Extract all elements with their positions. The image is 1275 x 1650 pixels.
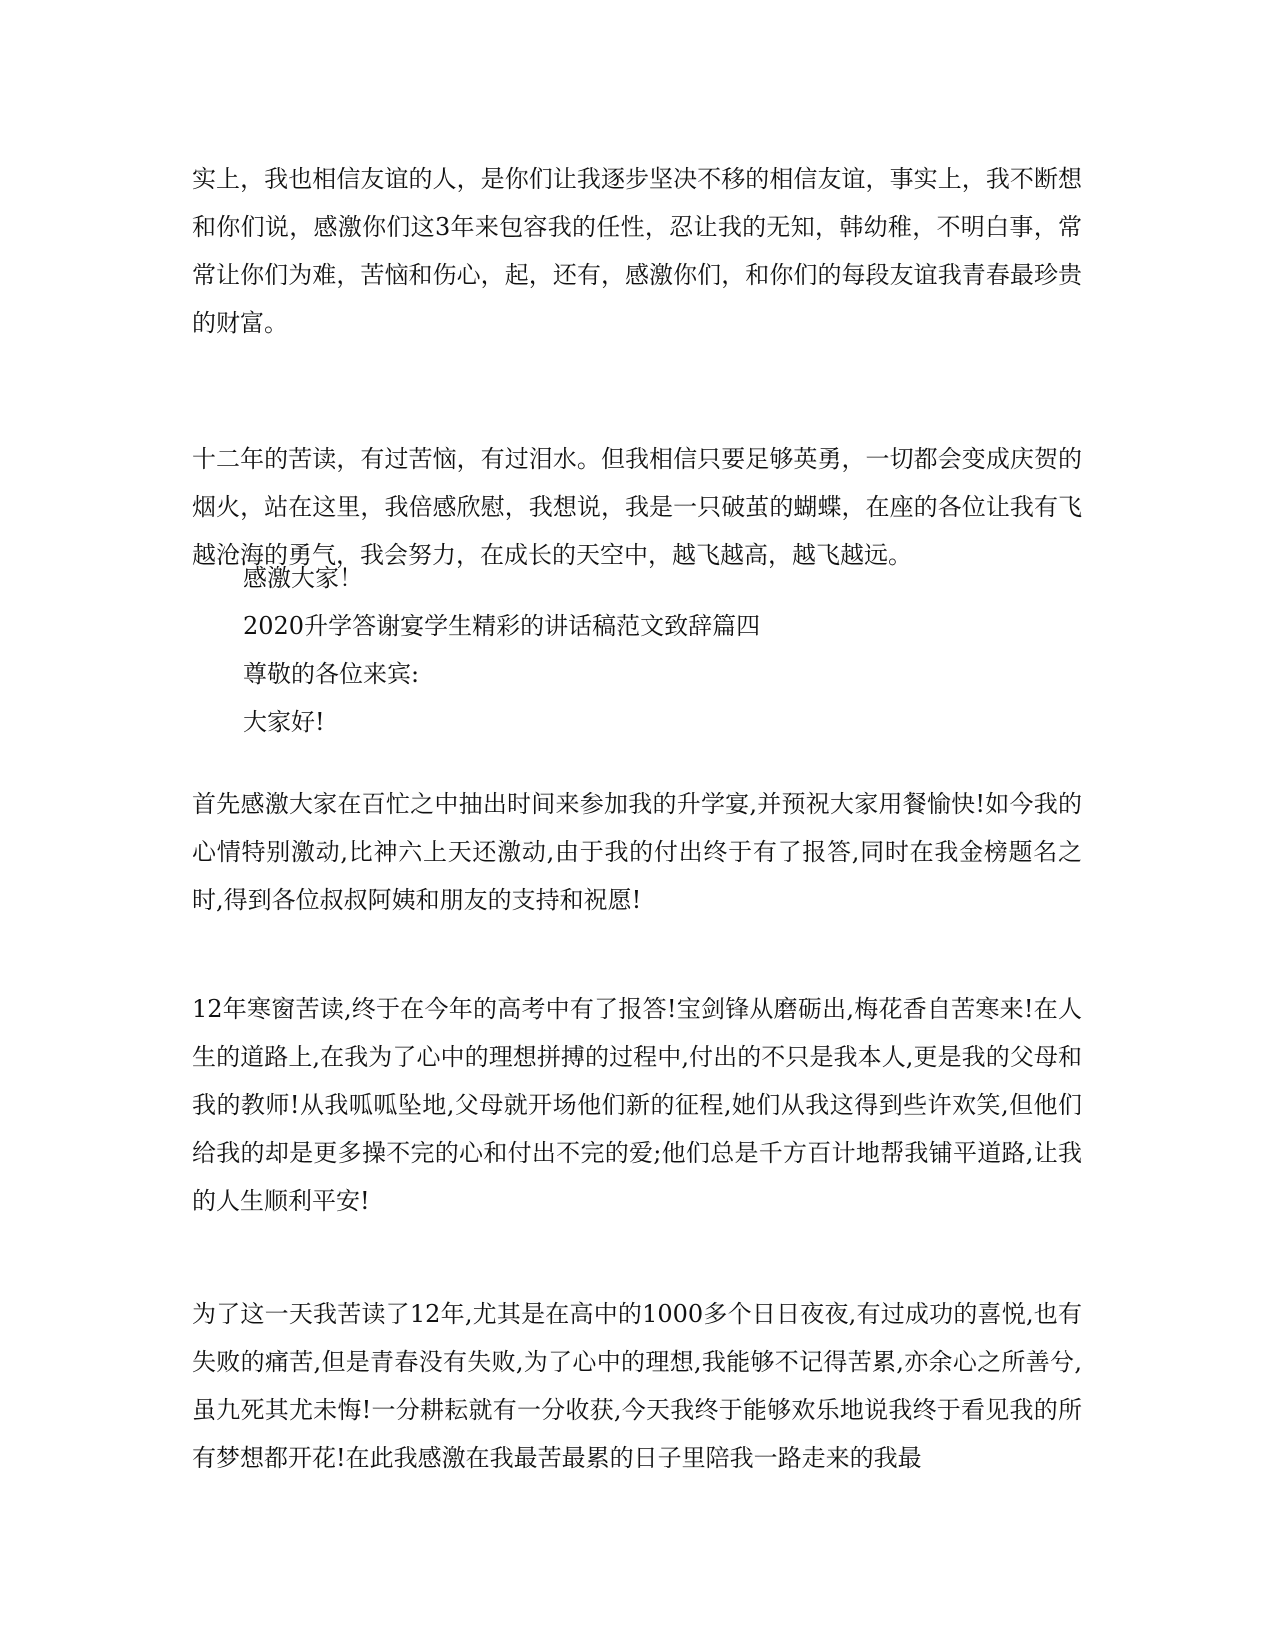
paragraph-dreams: 为了这一天我苦读了12年,尤其是在高中的1000多个日日夜夜,有过成功的喜悦,也有失败的痛苦,但是青春没有失败,为了心中的理想,我能够不记得苦累,亦余心之所善兮,虽九死其尤未悔!一分耕耘就有一分收获,今天我终于能够欢乐地说我终于看见我的所有梦想都开花!在此我感激在我最苦最累的日子里陪我一路走来的我最 bbox=[192, 1300, 1082, 1472]
thanks-line: 感激大家！ bbox=[243, 564, 363, 592]
section-title: 2020升学答谢宴学生精彩的讲话稿范文致辞篇四 bbox=[243, 612, 761, 640]
greeting: 大家好! bbox=[243, 708, 325, 736]
salutation: 尊敬的各位来宾: bbox=[243, 660, 420, 688]
paragraph-hard-study: 12年寒窗苦读,终于在今年的高考中有了报答!宝剑锋从磨砺出,梅花香自苦寒来!在人生的道路上,在我为了心中的理想拼搏的过程中,付出的不只是我本人,更是我的父母和我的教师!从我呱呱坠地,父母就开场他们新的征程,她们从我这得到些许欢笑,但他们给我的却是更多操不完的心和付出不完的爱;他们总是千方百计地帮我铺平道路,让我的人生顺利平安! bbox=[192, 995, 1082, 1215]
paragraph-gratitude: 首先感激大家在百忙之中抽出时间来参加我的升学宴,并预祝大家用餐愉快!如今我的心情特别激动,比神六上天还激动,由于我的付出终于有了报答,同时在我金榜题名之时,得到各位叔叔阿姨和朋友的支持和祝愿! bbox=[192, 790, 1082, 914]
paragraph-twelve-years: 十二年的苦读，有过苦恼，有过泪水。但我相信只要足够英勇，一切都会变成庆贺的烟火，站在这里，我倍感欣慰，我想说，我是一只破茧的蝴蝶，在座的各位让我有飞越沧海的勇气，我会努力，在成长的天空中，越飞越高，越飞越远。 bbox=[192, 445, 1082, 569]
paragraph-friendship: 实上，我也相信友谊的人，是你们让我逐步坚决不移的相信友谊，事实上，我不断想和你们说，感激你们这3年来包容我的任性，忍让我的无知，韩幼稚，不明白事，常常让你们为难，苦恼和伤心，起，还有，感激你们，和你们的每段友谊我青春最珍贵的财富。 bbox=[192, 165, 1082, 337]
